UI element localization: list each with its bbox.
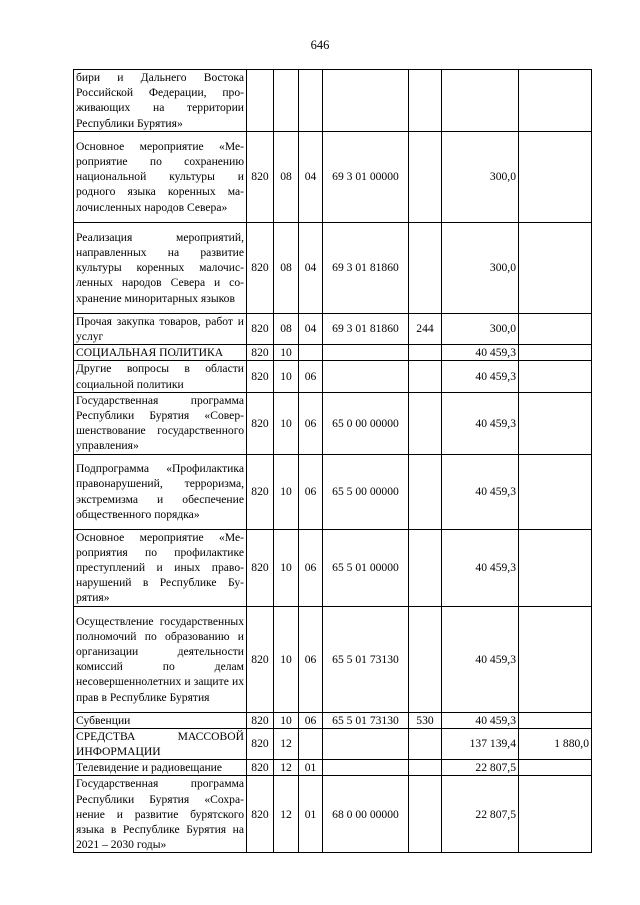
section-cell: 10 [274, 454, 299, 529]
row-name: Подпрограмма «Профилактика правонарушений, терроризма, экстремизма и обеспечение общественного порядка» [74, 454, 247, 529]
ved-cell: 820 [247, 222, 274, 313]
section-cell [274, 70, 299, 132]
section-cell: 08 [274, 222, 299, 313]
ved-cell: 820 [247, 345, 274, 361]
ved-cell: 820 [247, 454, 274, 529]
subsection-cell: 06 [299, 392, 323, 454]
section-cell: 10 [274, 606, 299, 712]
target-article-cell [323, 361, 409, 392]
target-article-cell: 65 5 01 73130 [323, 712, 409, 728]
expense-type-cell [409, 776, 442, 853]
amount-extra-cell [519, 529, 592, 606]
section-cell: 10 [274, 345, 299, 361]
target-article-cell: 65 5 01 00000 [323, 529, 409, 606]
amount-cell: 300,0 [442, 222, 519, 313]
subsection-cell: 06 [299, 454, 323, 529]
target-article-cell: 69 3 01 81860 [323, 313, 409, 344]
ved-cell: 820 [247, 392, 274, 454]
target-article-cell: 69 3 01 00000 [323, 131, 409, 222]
expense-type-cell [409, 131, 442, 222]
subsection-cell: 01 [299, 760, 323, 776]
ved-cell: 820 [247, 313, 274, 344]
expense-type-cell [409, 606, 442, 712]
amount-cell: 40 459,3 [442, 529, 519, 606]
row-name: СОЦИАЛЬНАЯ ПОЛИТИКА [74, 345, 247, 361]
table-row [74, 712, 592, 728]
amount-cell: 22 807,5 [442, 776, 519, 853]
table-row [74, 131, 592, 222]
amount-extra-cell [519, 222, 592, 313]
table-row [74, 361, 592, 392]
section-cell: 08 [274, 131, 299, 222]
amount-extra-cell [519, 606, 592, 712]
ved-cell: 820 [247, 361, 274, 392]
amount-extra-cell [519, 361, 592, 392]
table-row [74, 606, 592, 712]
table-row [74, 760, 592, 776]
amount-cell: 137 139,4 [442, 728, 519, 759]
row-name: Субвенции [74, 712, 247, 728]
expense-type-cell [409, 70, 442, 132]
amount-extra-cell [519, 345, 592, 361]
amount-extra-cell [519, 392, 592, 454]
subsection-cell: 04 [299, 131, 323, 222]
table-row [74, 313, 592, 344]
subsection-cell: 06 [299, 606, 323, 712]
section-cell: 10 [274, 392, 299, 454]
row-name: СРЕДСТВА МАССОВОЙ ИНФОРМАЦИИ [74, 728, 247, 759]
amount-extra-cell [519, 712, 592, 728]
ved-cell: 820 [247, 529, 274, 606]
amount-cell: 40 459,3 [442, 454, 519, 529]
subsection-cell: 06 [299, 529, 323, 606]
expense-type-cell [409, 222, 442, 313]
target-article-cell: 68 0 00 00000 [323, 776, 409, 853]
table-row [74, 70, 592, 132]
table-row [74, 392, 592, 454]
target-article-cell: 65 5 00 00000 [323, 454, 409, 529]
row-name: Прочая закупка товаров, работ и услуг [74, 313, 247, 344]
expense-type-cell [409, 454, 442, 529]
row-name: Государственная программа Республики Бурятия «Сохранение и развитие бурятского языка в Республике Бурятия на 2021 – 2030 годы» [74, 776, 247, 853]
ved-cell: 820 [247, 760, 274, 776]
ved-cell: 820 [247, 712, 274, 728]
section-cell: 10 [274, 712, 299, 728]
amount-extra-cell [519, 313, 592, 344]
amount-extra-cell [519, 70, 592, 132]
ved-cell: 820 [247, 606, 274, 712]
expense-type-cell [409, 728, 442, 759]
table-row [74, 728, 592, 759]
row-name: Основное мероприятие «Мероприятия по профилактике преступлений и иных правонарушений в Республике Бурятия» [74, 529, 247, 606]
expense-type-cell [409, 529, 442, 606]
ved-cell [247, 70, 274, 132]
target-article-cell: 69 3 01 81860 [323, 222, 409, 313]
subsection-cell [299, 345, 323, 361]
row-name: бири и Дальнего Востока Российской Федерации, проживающих на территории Республики Бурятия» [74, 70, 247, 132]
row-name: Основное мероприятие «Мероприятие по сохранению национальной культуры и родного языка коренных малочисленных народов Севера» [74, 131, 247, 222]
subsection-cell: 04 [299, 222, 323, 313]
ved-cell: 820 [247, 728, 274, 759]
page-number: 646 [310, 38, 330, 52]
ved-cell: 820 [247, 131, 274, 222]
amount-extra-cell [519, 131, 592, 222]
amount-extra-cell: 1 880,0 [519, 728, 592, 759]
table-row [74, 529, 592, 606]
amount-cell: 40 459,3 [442, 345, 519, 361]
amount-extra-cell [519, 760, 592, 776]
amount-cell: 300,0 [442, 313, 519, 344]
section-cell: 12 [274, 760, 299, 776]
amount-cell: 40 459,3 [442, 712, 519, 728]
amount-cell [442, 70, 519, 132]
row-name: Телевидение и радиовещание [74, 760, 247, 776]
target-article-cell [323, 760, 409, 776]
section-cell: 12 [274, 776, 299, 853]
expense-type-cell [409, 345, 442, 361]
ved-cell: 820 [247, 776, 274, 853]
target-article-cell: 65 5 01 73130 [323, 606, 409, 712]
subsection-cell [299, 70, 323, 132]
section-cell: 12 [274, 728, 299, 759]
row-name: Другие вопросы в области социальной политики [74, 361, 247, 392]
section-cell: 10 [274, 361, 299, 392]
amount-cell: 40 459,3 [442, 392, 519, 454]
budget-table [73, 69, 592, 853]
expense-type-cell [409, 361, 442, 392]
expense-type-cell [409, 392, 442, 454]
expense-type-cell [409, 760, 442, 776]
subsection-cell: 06 [299, 361, 323, 392]
subsection-cell: 06 [299, 712, 323, 728]
amount-extra-cell [519, 454, 592, 529]
subsection-cell: 04 [299, 313, 323, 344]
amount-extra-cell [519, 776, 592, 853]
amount-cell: 22 807,5 [442, 760, 519, 776]
target-article-cell [323, 70, 409, 132]
expense-type-cell: 244 [409, 313, 442, 344]
section-cell: 08 [274, 313, 299, 344]
subsection-cell: 01 [299, 776, 323, 853]
amount-cell: 40 459,3 [442, 361, 519, 392]
target-article-cell [323, 345, 409, 361]
table-row [74, 454, 592, 529]
expense-type-cell: 530 [409, 712, 442, 728]
row-name: Государственная программа Республики Бурятия «Совершенствование государственного управления» [74, 392, 247, 454]
table-row [74, 222, 592, 313]
target-article-cell [323, 728, 409, 759]
target-article-cell: 65 0 00 00000 [323, 392, 409, 454]
row-name: Осуществление государственных полномочий по образованию и организации деятельности комиссий по делам несовершеннолетних и защите их прав в Республике Бурятия [74, 606, 247, 712]
subsection-cell [299, 728, 323, 759]
section-cell: 10 [274, 529, 299, 606]
amount-cell: 300,0 [442, 131, 519, 222]
row-name: Реализация мероприятий, направленных на развитие культуры коренных малочисленных народов Севера и сохранение миноритарных языков [74, 222, 247, 313]
table-row [74, 776, 592, 853]
amount-cell: 40 459,3 [442, 606, 519, 712]
table-row [74, 345, 592, 361]
